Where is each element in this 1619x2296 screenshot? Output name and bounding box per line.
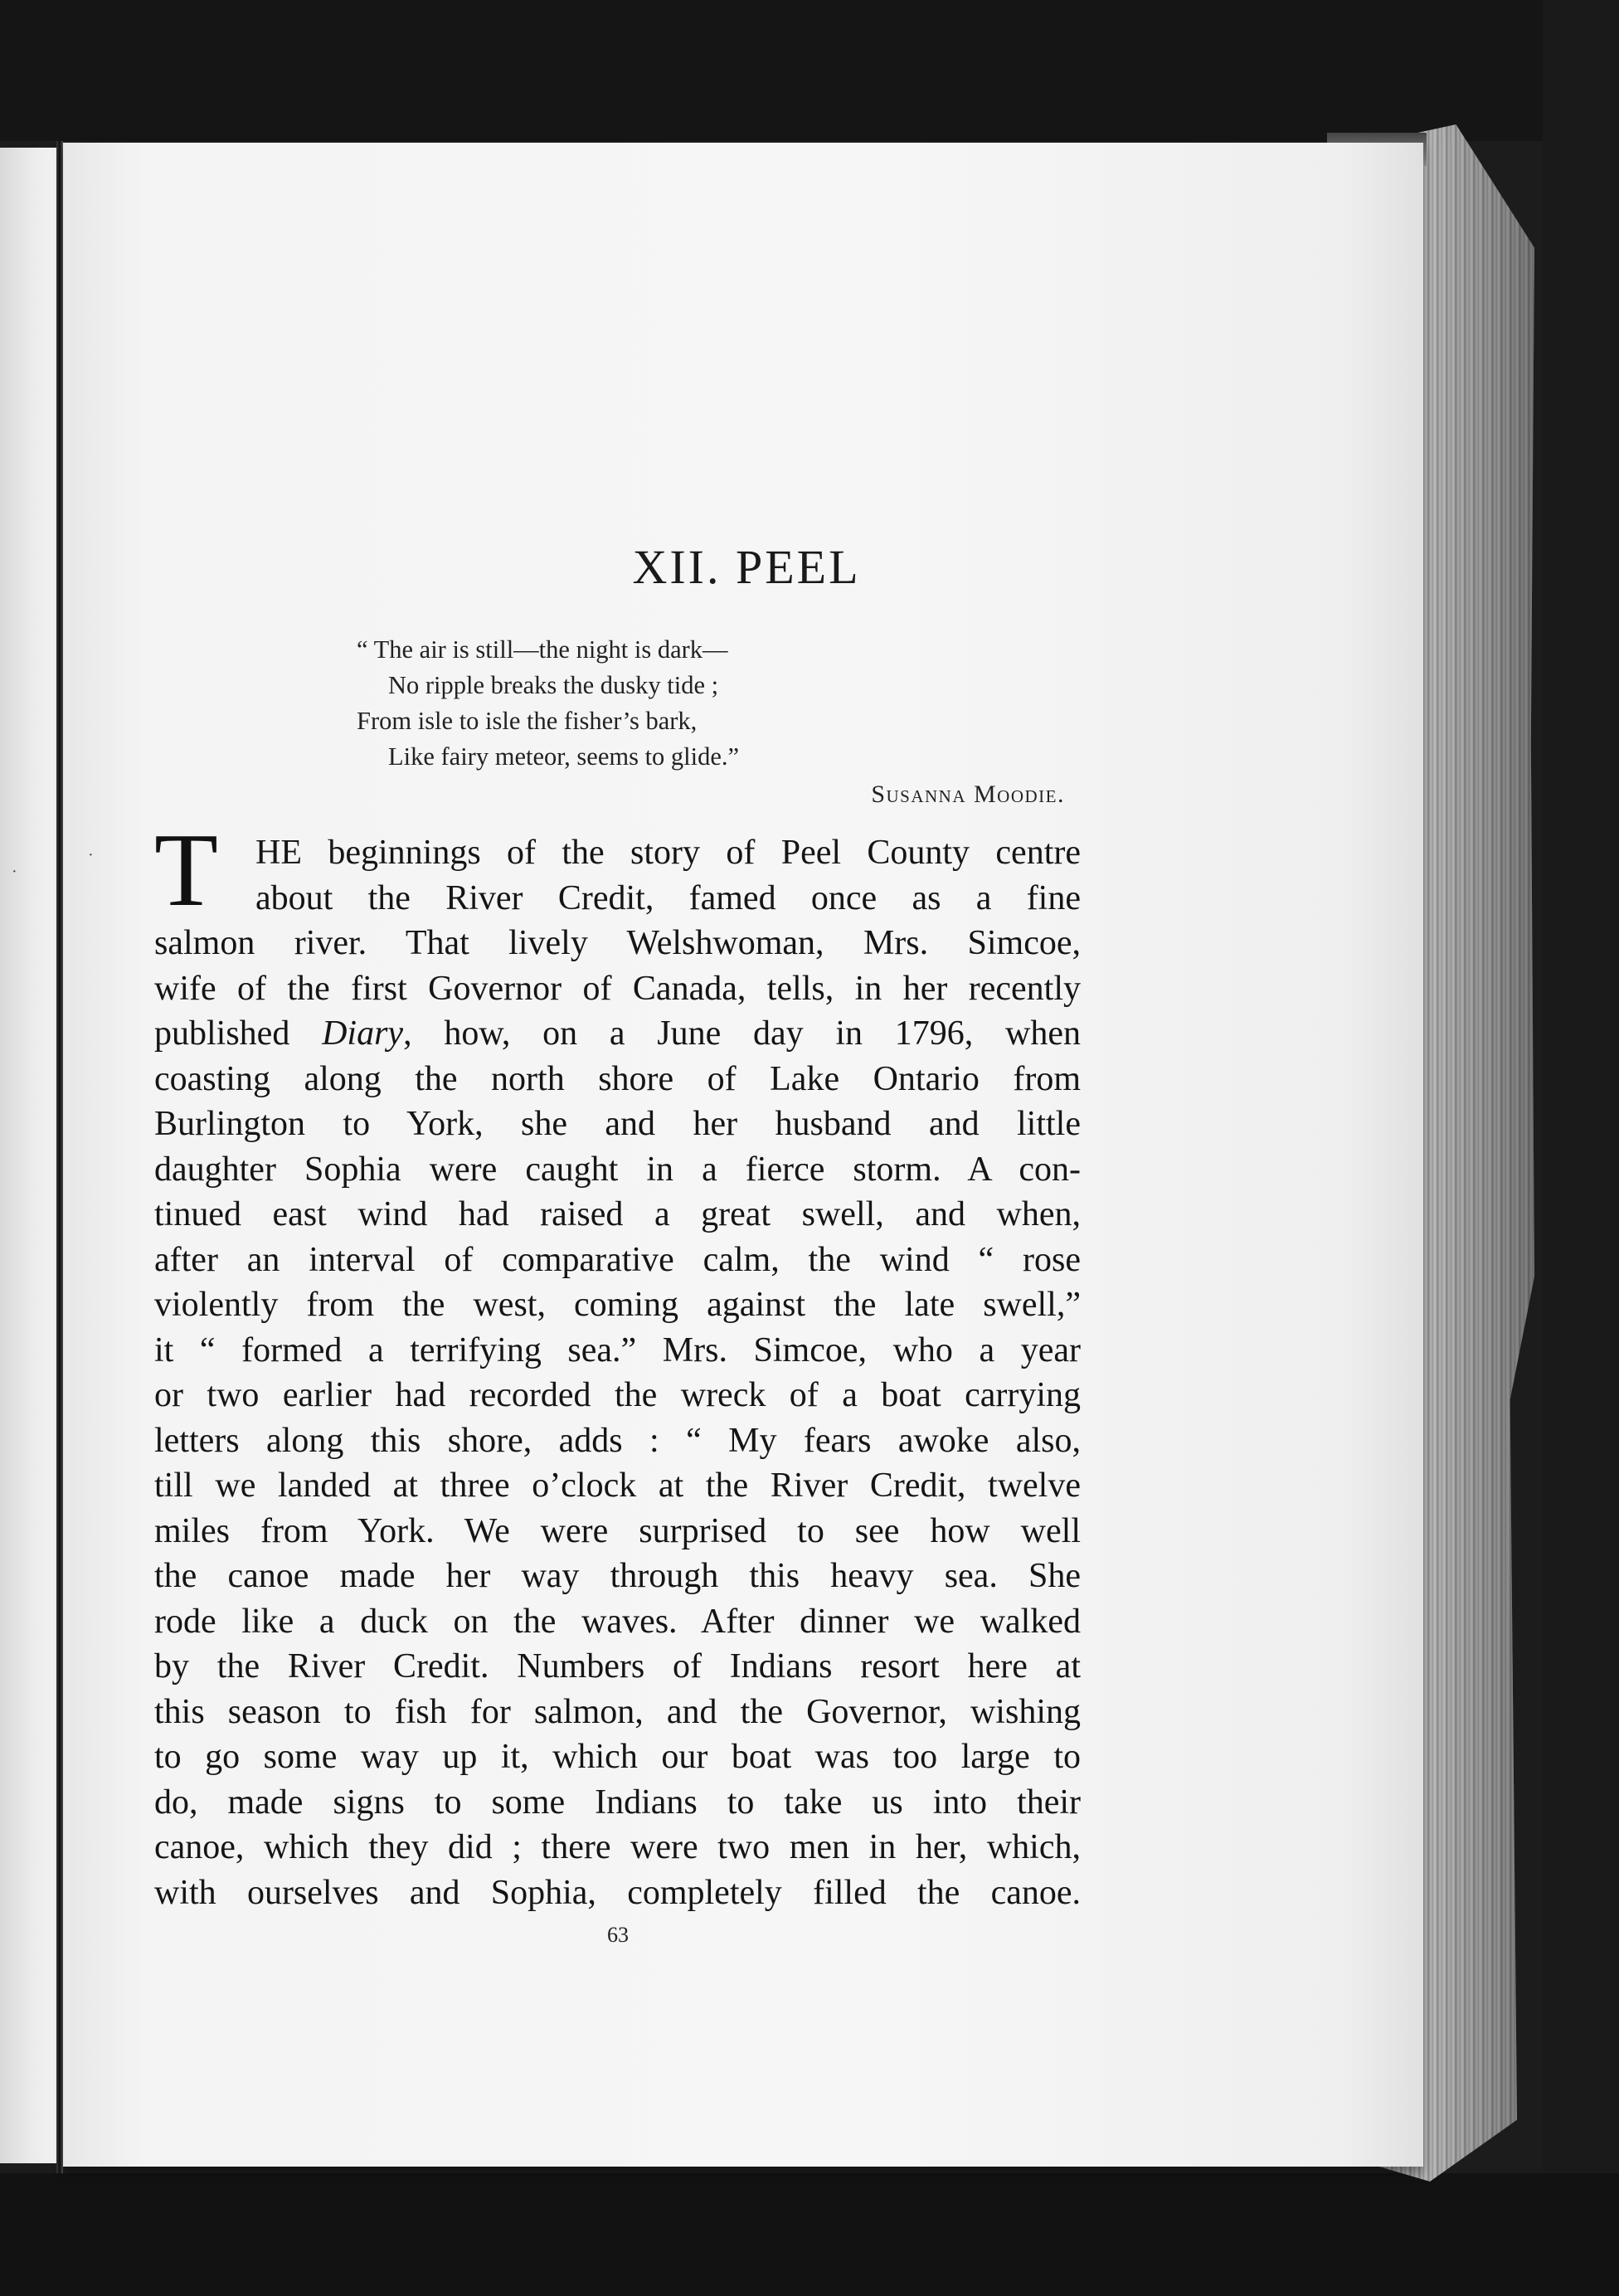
margin-speck: ·: [88, 846, 94, 864]
text-line: violently from the west, coming against the late swell,”: [154, 1286, 1081, 1324]
text-line: to go some way up it, which our boat was too large to: [154, 1738, 1081, 1776]
epigraph-line: Like fairy meteor, seems to glide.”: [388, 742, 740, 771]
text-line: HE beginnings of the story of Peel County centre: [255, 834, 1081, 872]
book-title-italic: Diary: [322, 1014, 404, 1053]
dark-background-bottom: [0, 2173, 1619, 2296]
dark-background-right: [1543, 0, 1619, 2296]
text-line: do, made signs to some Indians to take us into their: [154, 1783, 1081, 1822]
text-line: published Diary, how, on a June day in 1796, when: [154, 1014, 1082, 1053]
text-line: or two earlier had recorded the wreck of a boat carrying: [154, 1376, 1081, 1414]
text-line: about the River Credit, famed once as a fine: [255, 878, 1081, 917]
facing-page-edge: [0, 148, 56, 2163]
epigraph-line: From isle to isle the fisher’s bark,: [357, 707, 698, 735]
text-line: coasting along the north shore of Lake Ontario from: [154, 1059, 1081, 1098]
epigraph-line: “ The air is still—the night is dark—: [357, 635, 728, 664]
text-line: canoe, which they did ; there were two men in her, which,: [154, 1828, 1081, 1866]
text-line: daughter Sophia were caught in a fierce storm. A con-: [154, 1150, 1081, 1189]
text-line: tinued east wind had raised a great swell, and when,: [154, 1195, 1081, 1233]
text-line: this season to fish for salmon, and the Governor, wishing: [154, 1692, 1081, 1731]
epigraph: [357, 632, 1103, 775]
epigraph-line: No ripple breaks the dusky tide ;: [388, 671, 719, 699]
epigraph-attribution: Susanna Moodie.: [871, 781, 1065, 808]
text-line: rode like a duck on the waves. After dinner we walked: [154, 1602, 1081, 1641]
body-text: [154, 830, 1081, 1915]
dark-background-top: [0, 0, 1619, 141]
text-line: Burlington to York, she and her husband and little: [154, 1105, 1081, 1143]
text-line: till we landed at three o’clock at the River Credit, twelve: [154, 1467, 1081, 1505]
page-number: 63: [607, 1923, 629, 1947]
book-gutter: [56, 141, 63, 2173]
text-line: miles from York. We were surprised to see how well: [154, 1511, 1081, 1550]
margin-speck: ·: [12, 863, 17, 881]
text-line: wife of the first Governor of Canada, tells, in her recently: [154, 969, 1081, 1008]
text-line: with ourselves and Sophia, completely filled the canoe.: [154, 1873, 1081, 1912]
text-line: after an interval of comparative calm, the wind “ rose: [154, 1240, 1081, 1279]
drop-cap: T: [154, 813, 218, 928]
text-line: letters along this shore, adds : “ My fears awoke also,: [154, 1421, 1081, 1460]
text-line: by the River Credit. Numbers of Indians resort here at: [154, 1647, 1081, 1686]
text-line: salmon river. That lively Welshwoman, Mrs. Simcoe,: [154, 924, 1081, 962]
text-line: the canoe made her way through this heavy sea. She: [154, 1557, 1081, 1595]
chapter-title: XII. PEEL: [632, 540, 861, 594]
text-line: it “ formed a terrifying sea.” Mrs. Simcoe, who a year: [154, 1330, 1081, 1369]
